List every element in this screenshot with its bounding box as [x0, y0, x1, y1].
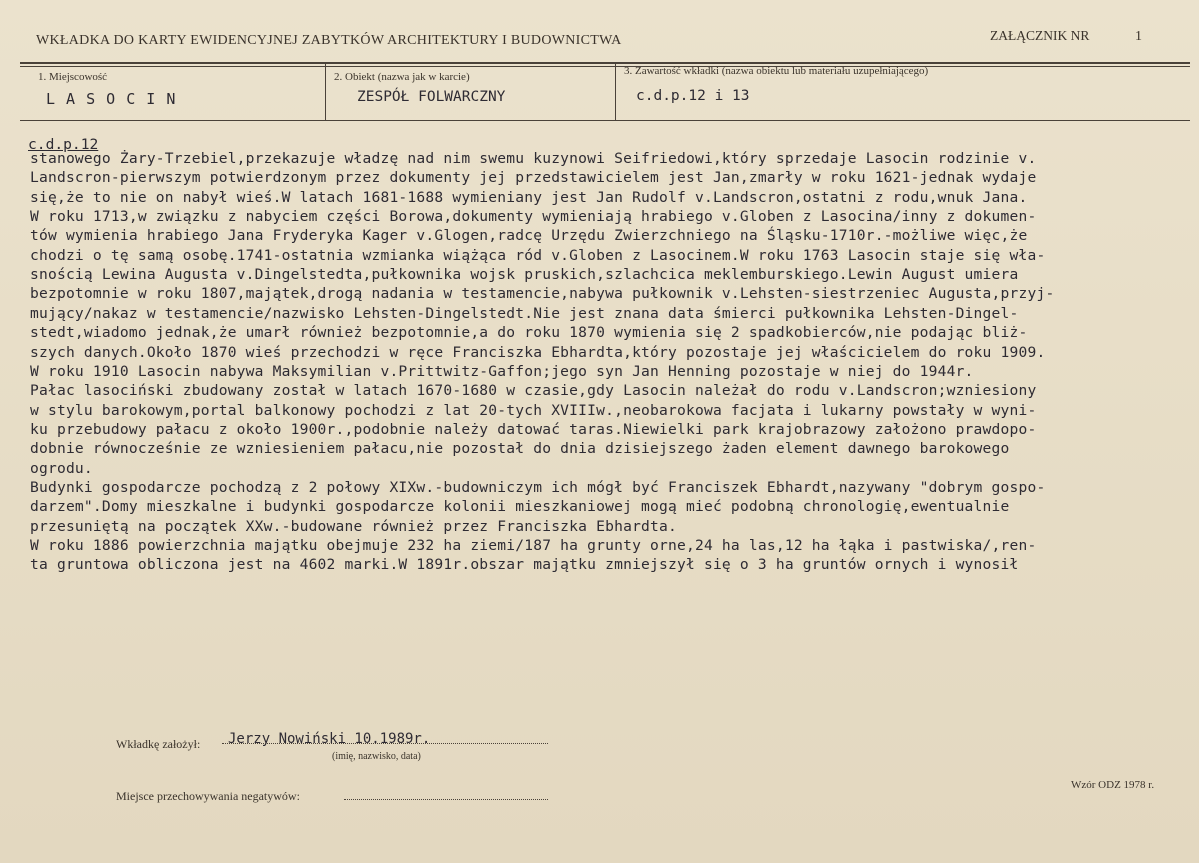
- body-line: tów wymienia hrabiego Jana Fryderyka Kager v.Glogen,radcę Urzędu Zwierzchniego na Śląsku-1710r.-możliwe więc,że: [30, 227, 1028, 245]
- body-line: stedt,wiadomo jednak,że umarł również bezpotomnie,a do roku 1870 wymienia się 2 spadkobierców,nie podając bliż-: [30, 324, 1028, 342]
- body-line: dobnie równocześnie ze wzniesieniem pałacu,nie pozostał do dnia dzisiejszego żaden element dawnego barokowego: [30, 440, 1010, 458]
- body-line: w stylu barokowym,portal balkonowy pochodzi z lat 20-tych XVIIIw.,neobarokowa facjata i lukarny powstały w wyni-: [30, 401, 1037, 419]
- storage-dotted-line: [344, 799, 548, 800]
- body-line: snością Lewina Augusta v.Dingelstedta,pułkownika wojsk pruskich,szlachcica meklemburskiego.Lewin August umiera: [30, 266, 1019, 284]
- header-rule-top: [20, 62, 1190, 64]
- body-line: Pałac lasociński zbudowany został w latach 1670-1680 w czasie,gdy Lasocin należał do rodu v.Landscron;wzniesiony: [30, 382, 1037, 400]
- body-line: W roku 1886 powierzchnia majątku obejmuje 232 ha ziemi/187 ha grunty orne,24 ha las,12 ha łąka i pastwiska/,ren-: [30, 537, 1037, 554]
- author-label: Wkładkę założył:: [116, 737, 201, 751]
- field-1-value: L A S O C I N: [46, 90, 177, 108]
- field-2-label: 2. Obiekt (nazwa jak w karcie): [334, 71, 470, 83]
- body-line: W roku 1910 Lasocin nabywa Maksymilian v.Prittwitz-Gaffon;jego syn Jan Henning pozostaje w niej do 1944r.: [30, 362, 974, 380]
- author-hint: (imię, nazwisko, data): [332, 751, 421, 762]
- header-rule-thin: [20, 66, 1190, 67]
- body-line: Landscron-pierwszym potwierdzonym przez dokumenty jej przedstawicielem jest Jan,zmarły w roku 1621-jednak wydaje: [30, 169, 1037, 187]
- body-line: ogrodu.: [30, 459, 93, 477]
- author-value: Jerzy Nowiński 10.1989r.: [228, 731, 431, 747]
- body-line: Budynki gospodarcze pochodzą z 2 połowy XIXw.-budowniczym ich mógł być Franciszek Ebhardt,nazywany "dobrym gospo-: [30, 478, 1046, 496]
- body-line: przesuniętą na początek XXw.-budowane również przez Franciszka Ebhardta.: [30, 517, 678, 535]
- form-title: WKŁADKA DO KARTY EWIDENCYJNEJ ZABYTKÓW ARCHITEKTURY I BUDOWNICTWA: [36, 33, 622, 48]
- continuation-heading: c.d.p.12: [28, 136, 99, 153]
- body-line: szych danych.Około 1870 wieś przechodzi w ręce Franciszka Ebhardta,który pozostaje jej właścicielem do roku 1909.: [30, 343, 1046, 361]
- body-line: ta gruntowa obliczona jest na 4602 marki.W 1891r.obszar majątku zmniejszył się o 3 ha gruntów ornych i wynosił: [30, 556, 1019, 574]
- body-line: bezpotomnie w roku 1807,majątek,drogą nadania w testamencie,nabywa pułkownik v.Lehsten-siestrzeniec Augusta,przyj-: [30, 285, 1055, 303]
- form-code: Wzór ODZ 1978 r.: [1071, 779, 1155, 791]
- field-divider-1: [325, 64, 326, 120]
- field-2-value: ZESPÓŁ FOLWARCZNY: [357, 89, 506, 105]
- body-line: chodzi o tę samą osobę.1741-ostatnia wzmianka wiążąca ród v.Globen z Lasocinem.W roku 1763 Lasocin staje się wła-: [30, 246, 1046, 264]
- header-rule-bottom: [20, 120, 1190, 121]
- field-3-value: c.d.p.12 i 13: [636, 88, 750, 104]
- author-dotted-line: [222, 743, 548, 744]
- attachment-number: 1: [1135, 29, 1142, 44]
- field-divider-2: [615, 64, 616, 120]
- body-line: darzem".Domy mieszkalne i budynki gospodarcze kolonii mieszkaniowej mogą mieć podobną chronologię,ewentualnie: [30, 498, 1010, 516]
- attachment-label: ZAŁĄCZNIK NR: [990, 28, 1090, 43]
- storage-label: Miejsce przechowywania negatywów:: [116, 789, 300, 803]
- body-line: W roku 1713,w związku z nabyciem części Borowa,dokumenty wymieniają hrabiego v.Globen z Lasocina/inny z dokumen-: [30, 208, 1037, 226]
- body-line: mujący/nakaz w testamencie/nazwisko Lehsten-Dingelstedt.Nie jest znana data śmierci pułkownika Lehsten-Dingel-: [30, 304, 1019, 322]
- field-1-label: 1. Miejscowość: [38, 71, 108, 83]
- body-line: ku przebudowy pałacu z około 1900r.,podobnie należy datować taras.Niewielki park krajobrazowy założono prawdopo-: [30, 420, 1037, 438]
- body-line: się,że to nie on nabył wieś.W latach 1681-1688 wymieniany jest Jan Rudolf v.Landscron,ostatni z rodu,wnuk Jana.: [30, 188, 1028, 206]
- body-line: stanowego Żary-Trzebiel,przekazuje władzę nad nim swemu kuzynowi Seifriedowi,który sprzedaje Lasocin rodzinie v.: [30, 150, 1037, 167]
- field-3-label: 3. Zawartość wkładki (nazwa obiektu lub materiału uzupełniającego): [624, 65, 929, 77]
